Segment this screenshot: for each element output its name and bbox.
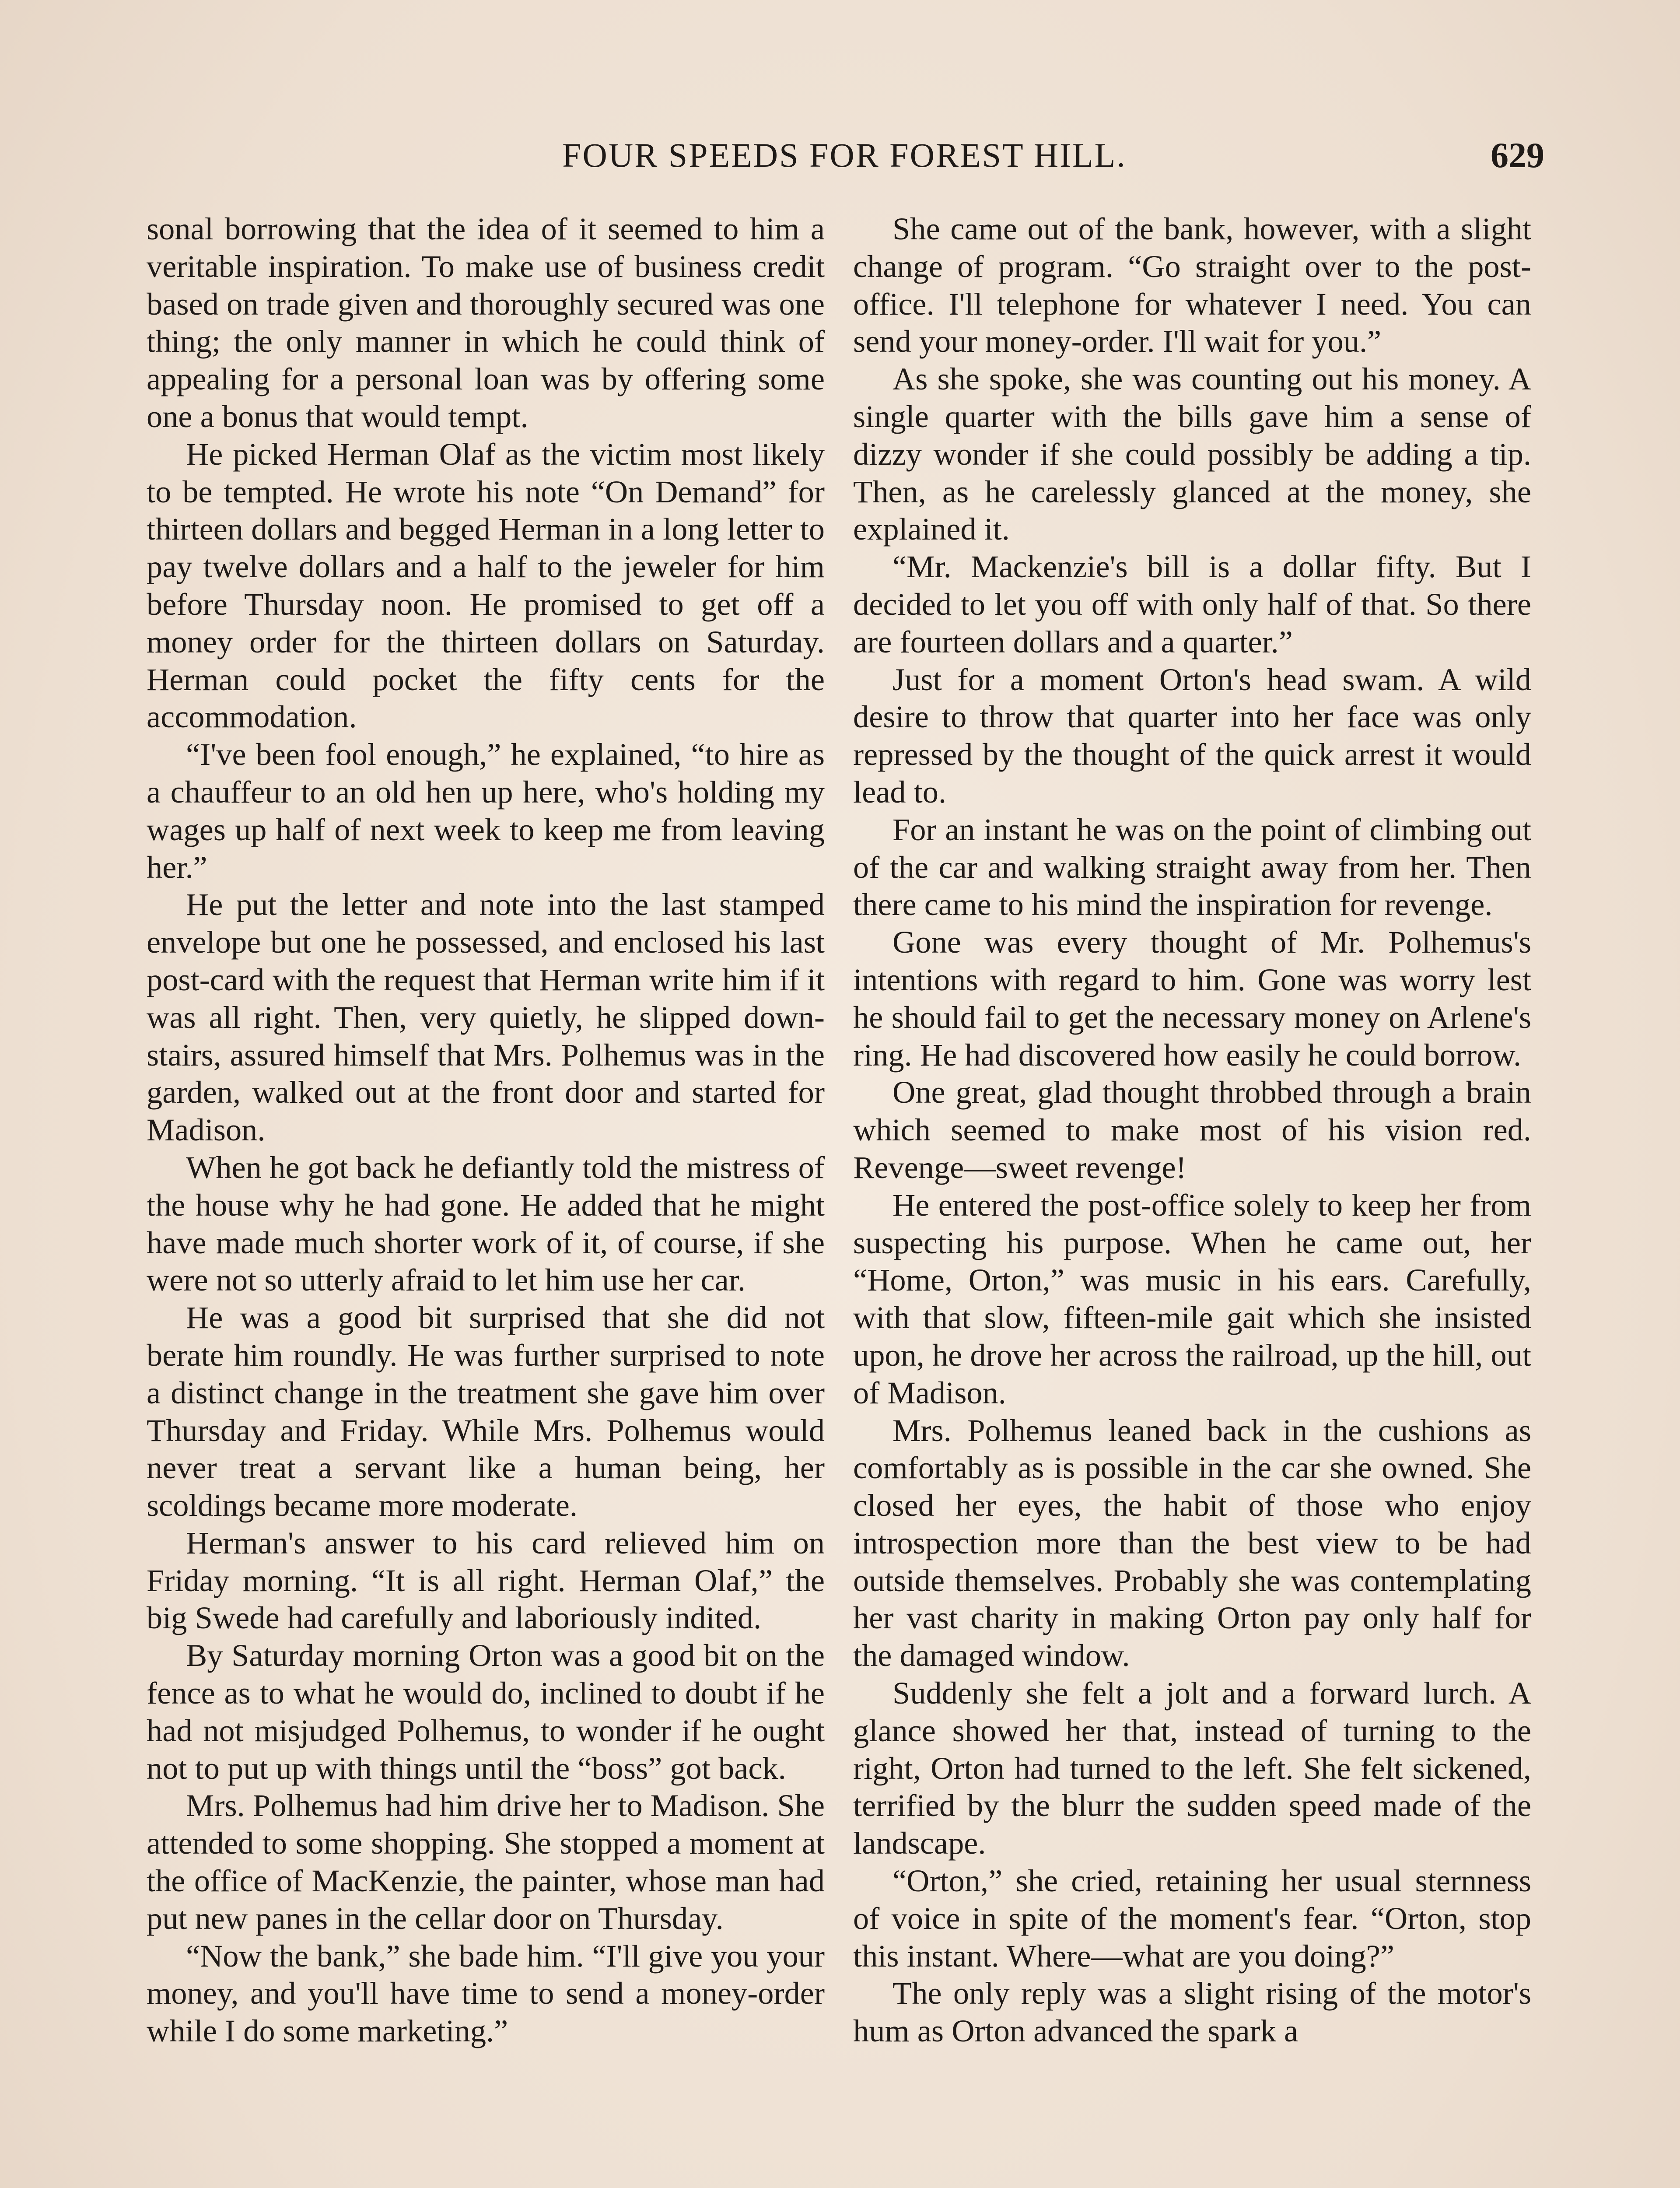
paragraph: She came out of the bank, however, with a slight change of program. “Go straight over to the post-office. I'll telephone for whatever I need. You can send your money-order. I'll wait for you.” (853, 211, 1531, 359)
paragraph: “I've been fool enough,” he explained, “to hire as a chauffeur to an old hen up here, who's holding my wages up half of next week to keep me from leaving her.” (147, 736, 825, 885)
left-column (147, 210, 825, 2050)
paragraph: For an instant he was on the point of climbing out of the car and walking straight away from her. Then there came to his mind the inspiration for revenge. (853, 811, 1531, 922)
paragraph: Herman's answer to his card relieved him on Friday morning. “It is all right. Herman Olaf,” the big Swede had carefully and laboriously indited. (147, 1525, 825, 1636)
paragraph: Just for a moment Orton's head swam. A wild desire to throw that quarter into her face was only repressed by the thought of the quick arrest it would lead to. (853, 661, 1531, 810)
running-title: FOUR SPEEDS FOR FOREST HILL. (562, 136, 1127, 174)
right-column (853, 210, 1531, 2050)
paragraph: He put the letter and note into the last stamped envelope but one he possessed, and enclosed his last post-card with the request that Herman write him if it was all right. Then, very quietly, he slipped down-stairs, assured himself that Mrs. Polhemus was in the garden, walked out at the front door and started for Madison. (147, 887, 825, 1148)
paragraph: Gone was every thought of Mr. Polhemus's intentions with regard to him. Gone was worry lest he should fail to get the necessary money on Arlene's ring. He had discovered how easily he could borrow. (853, 924, 1531, 1073)
paragraph: The only reply was a slight rising of the motor's hum as Orton advanced the spark a (853, 1975, 1531, 2049)
paragraph: One great, glad thought throbbed through a brain which seemed to make most of his vision red. Revenge—sweet revenge! (853, 1074, 1531, 1185)
paragraph: He was a good bit surprised that she did not berate him roundly. He was further surprised to note a distinct change in the treatment she gave him over Thursday and Friday. While Mrs. Polhemus would never treat a servant like a human being, her scoldings became more moderate. (147, 1300, 825, 1523)
paragraph: “Orton,” she cried, retaining her usual sternness of voice in spite of the moment's fear. “Orton, stop this instant. Where—what are you doing?” (853, 1863, 1531, 1974)
page-header (144, 131, 1544, 179)
paragraph: As she spoke, she was counting out his money. A single quarter with the bills gave him a sense of dizzy wonder if she could possibly be adding a tip. Then, as he carelessly glanced at the money, she explained it. (853, 361, 1531, 547)
paragraph: “Now the bank,” she bade him. “I'll give you your money, and you'll have time to send a money-order while I do some marketing.” (147, 1938, 825, 2049)
paragraph: He picked Herman Olaf as the victim most likely to be tempted. He wrote his note “On Demand” for thirteen dollars and begged Herman in a long letter to pay twelve dollars and a half to the jeweler for him before Thursday noon. He promised to get off a money order for the thirteen dollars on Saturday. Herman could pocket the fifty cents for the accommodation. (147, 436, 825, 735)
paragraph: When he got back he defiantly told the mistress of the house why he had gone. He added that he might have made much shorter work of it, of course, if she were not so utterly afraid to let him use her car. (147, 1149, 825, 1298)
paragraph: “Mr. Mackenzie's bill is a dollar fifty. But I decided to let you off with only half of that. So there are fourteen dollars and a quarter.” (853, 549, 1531, 659)
paragraph: Mrs. Polhemus leaned back in the cushions as comfortably as is possible in the car she owned. She closed her eyes, the habit of those who enjoy introspection more than the best view to be had outside themselves. Probably she was contemplating her vast charity in making Orton pay only half for the damaged window. (853, 1412, 1531, 1673)
paragraph: Mrs. Polhemus had him drive her to Madison. She attended to some shopping. She stopped a moment at the office of MacKenzie, the painter, whose man had put new panes in the cellar door on Thursday. (147, 1788, 825, 1936)
paragraph: Suddenly she felt a jolt and a forward lurch. A glance showed her that, instead of turning to the right, Orton had turned to the left. She felt sickened, terrified by the blurr the sudden speed made of the landscape. (853, 1675, 1531, 1861)
page-number: 629 (1491, 135, 1544, 175)
paragraph: He entered the post-office solely to keep her from suspecting his purpose. When he came out, her “Home, Orton,” was music in his ears. Carefully, with that slow, fifteen-mile gait which she insisted upon, he drove her across the railroad, up the hill, out of Madison. (853, 1187, 1531, 1410)
paragraph: sonal borrowing that the idea of it seemed to him a veritable inspiration. To make use of business credit based on trade given and thoroughly secured was one thing; the only manner in which he could think of appealing for a personal loan was by offering some one a bonus that would tempt. (147, 211, 825, 434)
paragraph: By Saturday morning Orton was a good bit on the fence as to what he would do, inclined to doubt if he had not misjudged Polhemus, to wonder if he ought not to put up with things until the “boss” got back. (147, 1637, 825, 1786)
